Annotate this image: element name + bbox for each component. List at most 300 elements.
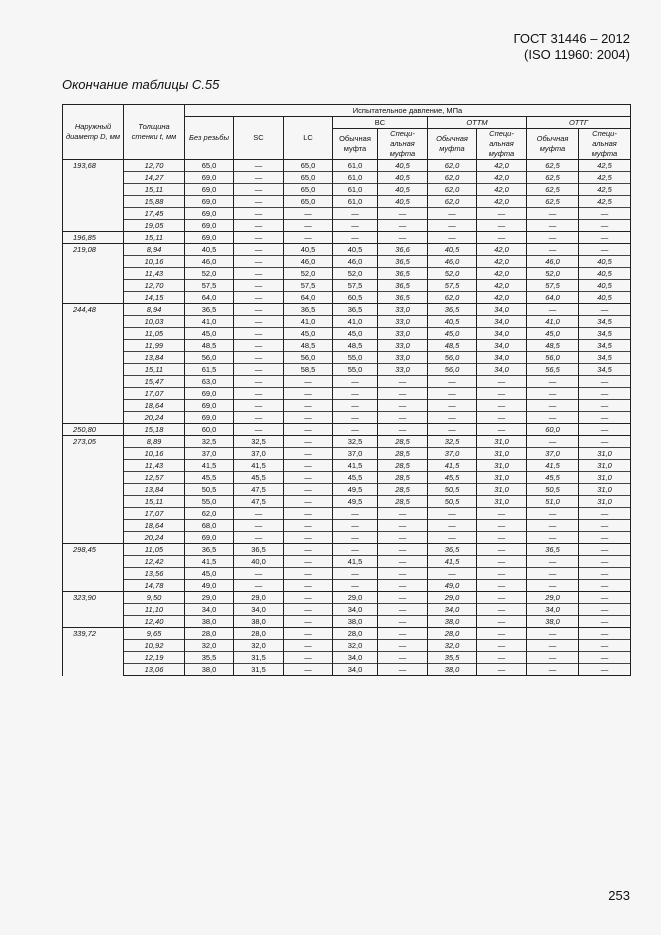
pressure-cell: 33,0 (378, 364, 428, 376)
pressure-cell: 62,0 (428, 172, 477, 184)
pressure-cell: 37,0 (428, 448, 477, 460)
pressure-cell: 31,0 (477, 448, 527, 460)
pressure-cell: — (378, 208, 428, 220)
pressure-cell: 50,5 (527, 484, 579, 496)
pressure-cell: 45,0 (333, 328, 378, 340)
pressure-cell: — (428, 388, 477, 400)
pressure-cell: — (234, 256, 284, 268)
pressure-cell: 28,5 (378, 472, 428, 484)
outer-diameter-cell: 339,72 (63, 628, 124, 676)
pressure-cell: — (428, 412, 477, 424)
pressure-cell: 68,0 (185, 520, 234, 532)
pressure-cell: 31,0 (579, 472, 631, 484)
pressure-cell: 40,0 (234, 556, 284, 568)
table-row (63, 628, 631, 640)
pressure-cell: — (527, 640, 579, 652)
pressure-cell: — (284, 448, 333, 460)
pressure-cell: — (477, 568, 527, 580)
table-caption: Окончание таблицы С.55 (62, 77, 220, 92)
pressure-cell: 48,5 (185, 340, 234, 352)
pressure-cell: — (579, 640, 631, 652)
table-row (63, 460, 631, 472)
pressure-cell: 36,5 (378, 268, 428, 280)
pressure-cell: — (284, 208, 333, 220)
pressure-cell: 32,0 (234, 640, 284, 652)
pressure-cell: — (284, 412, 333, 424)
pressure-cell: 46,0 (333, 256, 378, 268)
pressure-cell: — (527, 556, 579, 568)
wall-thickness-cell: 12,42 (124, 556, 185, 568)
pressure-cell: 34,0 (185, 604, 234, 616)
wall-thickness-cell: 13,06 (124, 664, 185, 676)
wall-thickness-cell: 11,05 (124, 544, 185, 556)
pressure-cell: 29,0 (333, 592, 378, 604)
pressure-cell: — (477, 412, 527, 424)
pressure-cell: 40,5 (579, 280, 631, 292)
pressure-cell: 40,5 (579, 292, 631, 304)
pressure-cell: 41,5 (185, 556, 234, 568)
pressure-cell: — (378, 628, 428, 640)
pressure-cell: — (284, 436, 333, 448)
table-row (63, 364, 631, 376)
pressure-cell: — (477, 616, 527, 628)
table-row (63, 160, 631, 172)
wall-thickness-cell: 14,15 (124, 292, 185, 304)
pressure-cell: 40,5 (378, 184, 428, 196)
pressure-cell: — (234, 316, 284, 328)
table-row (63, 412, 631, 424)
pressure-cell: 50,5 (428, 496, 477, 508)
pressure-cell: 56,0 (527, 352, 579, 364)
pressure-cell: — (284, 616, 333, 628)
table-row (63, 256, 631, 268)
pressure-cell: — (477, 400, 527, 412)
table-row (63, 196, 631, 208)
wall-thickness-cell: 15,11 (124, 184, 185, 196)
pressure-cell: 33,0 (378, 304, 428, 316)
pressure-cell: — (477, 376, 527, 388)
pressure-cell: 28,5 (378, 484, 428, 496)
pressure-cell: 41,5 (234, 460, 284, 472)
pressure-cell: 28,0 (185, 628, 234, 640)
pressure-cell: — (477, 544, 527, 556)
pressure-cell: — (579, 424, 631, 436)
pressure-cell: — (333, 208, 378, 220)
outer-diameter-cell: 323,90 (63, 592, 124, 628)
pressure-cell: 41,5 (185, 460, 234, 472)
table-row (63, 580, 631, 592)
table-row (63, 472, 631, 484)
pressure-cell: — (234, 520, 284, 532)
wall-thickness-cell: 15,47 (124, 376, 185, 388)
pressure-cell: 47,5 (234, 484, 284, 496)
wall-thickness-cell: 19,05 (124, 220, 185, 232)
pressure-cell: — (579, 244, 631, 256)
pressure-cell: — (579, 388, 631, 400)
pressure-cell: — (579, 556, 631, 568)
pressure-cell: 58,5 (284, 364, 333, 376)
pressure-cell: 40,5 (428, 316, 477, 328)
pressure-cell: — (527, 652, 579, 664)
wall-thickness-cell: 8,89 (124, 436, 185, 448)
pressure-cell: 31,0 (579, 448, 631, 460)
pressure-cell: — (234, 376, 284, 388)
pressure-cell: — (579, 580, 631, 592)
header-plain-end: Без резьбы (185, 117, 234, 160)
pressure-cell: 28,5 (378, 496, 428, 508)
pressure-cell: 56,0 (185, 352, 234, 364)
pressure-cell: — (477, 604, 527, 616)
pressure-cell: — (527, 508, 579, 520)
pressure-cell: — (527, 388, 579, 400)
pressure-cell: 38,0 (185, 616, 234, 628)
pressure-cell: 51,0 (527, 496, 579, 508)
pressure-cell: — (477, 592, 527, 604)
pressure-cell: 37,0 (185, 448, 234, 460)
pressure-cell: 34,0 (477, 352, 527, 364)
wall-thickness-cell: 11,99 (124, 340, 185, 352)
pressure-cell: — (579, 436, 631, 448)
pressure-cell: 34,5 (579, 328, 631, 340)
wall-thickness-cell: 9,65 (124, 628, 185, 640)
wall-thickness-cell: 11,05 (124, 328, 185, 340)
pressure-cell: 40,5 (378, 172, 428, 184)
pressure-cell: 64,0 (527, 292, 579, 304)
table-row (63, 292, 631, 304)
pressure-cell: — (284, 532, 333, 544)
header-ottm-special: Специ-альная муфта (477, 129, 527, 160)
table-row (63, 496, 631, 508)
pressure-cell: 45,5 (333, 472, 378, 484)
pressure-cell: 31,0 (579, 496, 631, 508)
pressure-cell: — (579, 628, 631, 640)
pressure-cell: 28,0 (333, 628, 378, 640)
wall-thickness-cell: 20,24 (124, 532, 185, 544)
pressure-cell: — (284, 652, 333, 664)
pressure-cell: 35,5 (428, 652, 477, 664)
wall-thickness-cell: 11,43 (124, 460, 185, 472)
pressure-cell: 42,0 (477, 196, 527, 208)
table-row (63, 532, 631, 544)
pressure-cell: 34,0 (333, 604, 378, 616)
pressure-cell: 47,5 (234, 496, 284, 508)
pressure-cell: — (579, 508, 631, 520)
pressure-cell: 31,0 (477, 436, 527, 448)
pressure-cell: 28,0 (234, 628, 284, 640)
wall-thickness-cell: 12,57 (124, 472, 185, 484)
pressure-cell: 40,5 (428, 244, 477, 256)
pressure-cell: 33,0 (378, 352, 428, 364)
pressure-cell: 38,0 (333, 616, 378, 628)
pressure-cell: 65,0 (284, 184, 333, 196)
header-ottm: ОТТМ (428, 117, 527, 129)
pressure-cell: — (579, 592, 631, 604)
pressure-cell: 36,5 (333, 304, 378, 316)
pressure-cell: 45,0 (185, 328, 234, 340)
pressure-cell: 46,0 (527, 256, 579, 268)
pressure-cell: 69,0 (185, 412, 234, 424)
table-row (63, 388, 631, 400)
pressure-cell: 61,5 (185, 364, 234, 376)
pressure-cell: 34,0 (477, 364, 527, 376)
pressure-cell: — (234, 508, 284, 520)
pressure-cell: 34,0 (477, 340, 527, 352)
pressure-cell: — (234, 388, 284, 400)
pressure-cell: 34,0 (428, 604, 477, 616)
pressure-cell: — (333, 580, 378, 592)
pressure-cell: 33,0 (378, 328, 428, 340)
pressure-cell: 62,5 (527, 184, 579, 196)
iso-reference: (ISO 11960: 2004) (524, 47, 630, 62)
pressure-cell: — (428, 568, 477, 580)
pressure-cell: 56,0 (428, 364, 477, 376)
table-row (63, 592, 631, 604)
pressure-cell: 38,0 (527, 616, 579, 628)
pressure-cell: 61,0 (333, 196, 378, 208)
wall-thickness-cell: 15,11 (124, 232, 185, 244)
table-row (63, 172, 631, 184)
pressure-cell: — (378, 508, 428, 520)
pressure-cell: — (527, 628, 579, 640)
pressure-cell: — (378, 412, 428, 424)
table-row (63, 424, 631, 436)
pressure-cell: — (378, 400, 428, 412)
header-bc-regular: Обычная муфта (333, 129, 378, 160)
pressure-cell: 41,5 (333, 556, 378, 568)
pressure-cell: — (284, 472, 333, 484)
header-test-pressure: Испытательное давление, МПа (185, 105, 631, 117)
pressure-cell: — (333, 412, 378, 424)
pressure-cell: 65,0 (284, 172, 333, 184)
pressure-cell: — (428, 376, 477, 388)
pressure-cell: 62,0 (428, 292, 477, 304)
header-lc: LC (284, 117, 333, 160)
table-row (63, 232, 631, 244)
table-row (63, 304, 631, 316)
wall-thickness-cell: 13,84 (124, 484, 185, 496)
pressure-cell: 48,5 (333, 340, 378, 352)
table-row (63, 604, 631, 616)
pressure-cell: — (378, 664, 428, 676)
pressure-cell: 36,6 (378, 244, 428, 256)
pressure-cell: — (527, 568, 579, 580)
pressure-cell: 69,0 (185, 220, 234, 232)
pressure-cell: — (378, 520, 428, 532)
wall-thickness-cell: 15,18 (124, 424, 185, 436)
pressure-cell: 32,5 (185, 436, 234, 448)
pressure-cell: 45,0 (428, 328, 477, 340)
pressure-cell: — (333, 220, 378, 232)
pressure-cell: — (428, 424, 477, 436)
pressure-cell: 38,0 (185, 664, 234, 676)
pressure-cell: 56,0 (284, 352, 333, 364)
outer-diameter-cell: 244,48 (63, 304, 124, 424)
pressure-cell: 64,0 (185, 292, 234, 304)
pressure-cell: 42,5 (579, 160, 631, 172)
pressure-cell: — (527, 412, 579, 424)
pressure-cell: — (579, 616, 631, 628)
wall-thickness-cell: 17,07 (124, 388, 185, 400)
pressure-cell: 65,0 (284, 196, 333, 208)
pressure-cell: — (284, 484, 333, 496)
pressure-cell: — (579, 376, 631, 388)
wall-thickness-cell: 12,19 (124, 652, 185, 664)
pressure-cell: 34,0 (477, 304, 527, 316)
pressure-cell: 69,0 (185, 208, 234, 220)
pressure-cell: 34,5 (579, 316, 631, 328)
pressure-cell: 49,0 (428, 580, 477, 592)
pressure-cell: 41,5 (527, 460, 579, 472)
pressure-cell: 45,5 (185, 472, 234, 484)
pressure-cell: 42,0 (477, 268, 527, 280)
pressure-cell: — (284, 640, 333, 652)
pressure-cell: 48,5 (284, 340, 333, 352)
wall-thickness-cell: 17,07 (124, 508, 185, 520)
pressure-cell: 62,0 (428, 184, 477, 196)
pressure-cell: — (333, 376, 378, 388)
pressure-cell: 69,0 (185, 196, 234, 208)
pressure-cell: 34,5 (579, 340, 631, 352)
table-row (63, 316, 631, 328)
pressure-cell: 40,5 (284, 244, 333, 256)
pressure-cell: 36,5 (378, 256, 428, 268)
pressure-cell: — (333, 544, 378, 556)
pressure-cell: — (477, 508, 527, 520)
pressure-cell: 36,5 (428, 544, 477, 556)
pressure-cell: 32,5 (234, 436, 284, 448)
pressure-cell: — (428, 508, 477, 520)
pressure-cell: — (579, 232, 631, 244)
pressure-cell: 45,5 (428, 472, 477, 484)
pressure-cell: 37,0 (333, 448, 378, 460)
pressure-cell: — (234, 196, 284, 208)
pressure-cell: — (234, 532, 284, 544)
pressure-cell: 38,0 (428, 664, 477, 676)
table-row (63, 208, 631, 220)
header-ottm-regular: Обычная муфта (428, 129, 477, 160)
pressure-cell: 69,0 (185, 532, 234, 544)
pressure-cell: 41,5 (333, 460, 378, 472)
pressure-cell: — (378, 640, 428, 652)
wall-thickness-cell: 13,84 (124, 352, 185, 364)
pressure-cell: 56,5 (527, 364, 579, 376)
pressure-cell: — (477, 652, 527, 664)
pressure-cell: — (378, 424, 428, 436)
table-row (63, 448, 631, 460)
pressure-cell: — (428, 532, 477, 544)
pressure-cell: 62,0 (428, 196, 477, 208)
page-number: 253 (608, 888, 630, 903)
table-row (63, 328, 631, 340)
pressure-cell: 40,5 (378, 196, 428, 208)
pressure-cell: 31,0 (477, 460, 527, 472)
pressure-cell: — (428, 208, 477, 220)
pressure-cell: — (477, 556, 527, 568)
pressure-cell: — (378, 376, 428, 388)
pressure-cell: — (284, 496, 333, 508)
pressure-cell: — (428, 232, 477, 244)
outer-diameter-cell: 250,80 (63, 424, 124, 436)
pressure-cell: — (579, 652, 631, 664)
pressure-cell: — (234, 268, 284, 280)
pressure-cell: — (579, 304, 631, 316)
pressure-cell: 34,0 (477, 316, 527, 328)
pressure-cell: 40,5 (185, 244, 234, 256)
pressure-table (62, 104, 631, 676)
pressure-cell: 52,0 (284, 268, 333, 280)
pressure-cell: 40,5 (333, 244, 378, 256)
pressure-cell: 34,0 (527, 604, 579, 616)
pressure-cell: — (579, 544, 631, 556)
pressure-cell: 45,5 (234, 472, 284, 484)
pressure-cell: — (284, 604, 333, 616)
pressure-cell: — (579, 208, 631, 220)
pressure-cell: 33,0 (378, 316, 428, 328)
pressure-cell: 69,0 (185, 388, 234, 400)
pressure-cell: — (477, 424, 527, 436)
header-wall-thickness: Толщина стенки t, мм (124, 105, 185, 160)
pressure-cell: 34,5 (579, 364, 631, 376)
pressure-cell: — (579, 568, 631, 580)
pressure-cell: — (428, 520, 477, 532)
pressure-cell: — (378, 568, 428, 580)
pressure-cell: 42,0 (477, 256, 527, 268)
pressure-cell: 34,0 (333, 664, 378, 676)
pressure-cell: — (527, 232, 579, 244)
pressure-cell: — (234, 412, 284, 424)
pressure-cell: 41,0 (333, 316, 378, 328)
pressure-cell: 36,5 (378, 292, 428, 304)
pressure-cell: — (333, 400, 378, 412)
pressure-cell: — (234, 328, 284, 340)
pressure-cell: 28,5 (378, 460, 428, 472)
pressure-cell: 38,0 (234, 616, 284, 628)
pressure-cell: — (477, 388, 527, 400)
pressure-cell: 62,5 (527, 160, 579, 172)
pressure-cell: — (527, 436, 579, 448)
pressure-cell: 32,0 (185, 640, 234, 652)
pressure-cell: 49,5 (333, 484, 378, 496)
pressure-cell: — (333, 388, 378, 400)
table-row (63, 340, 631, 352)
pressure-cell: 37,0 (527, 448, 579, 460)
wall-thickness-cell: 10,16 (124, 448, 185, 460)
pressure-cell: 28,0 (428, 628, 477, 640)
pressure-cell: 36,5 (234, 544, 284, 556)
pressure-cell: 36,5 (378, 280, 428, 292)
pressure-cell: 55,0 (333, 364, 378, 376)
pressure-cell: 61,0 (333, 184, 378, 196)
pressure-cell: 62,0 (185, 508, 234, 520)
pressure-cell: 36,5 (284, 304, 333, 316)
pressure-cell: 62,0 (428, 160, 477, 172)
pressure-cell: 34,0 (333, 652, 378, 664)
pressure-cell: — (378, 652, 428, 664)
pressure-cell: — (284, 388, 333, 400)
standard-number: ГОСТ 31446 – 2012 (513, 31, 630, 46)
pressure-cell: — (477, 580, 527, 592)
pressure-cell: 45,0 (527, 328, 579, 340)
pressure-cell: — (234, 340, 284, 352)
table-row (63, 544, 631, 556)
pressure-cell: 42,0 (477, 244, 527, 256)
wall-thickness-cell: 12,70 (124, 160, 185, 172)
pressure-cell: — (378, 232, 428, 244)
pressure-cell: — (378, 580, 428, 592)
pressure-cell: — (234, 352, 284, 364)
wall-thickness-cell: 8,94 (124, 304, 185, 316)
pressure-cell: 31,0 (477, 484, 527, 496)
